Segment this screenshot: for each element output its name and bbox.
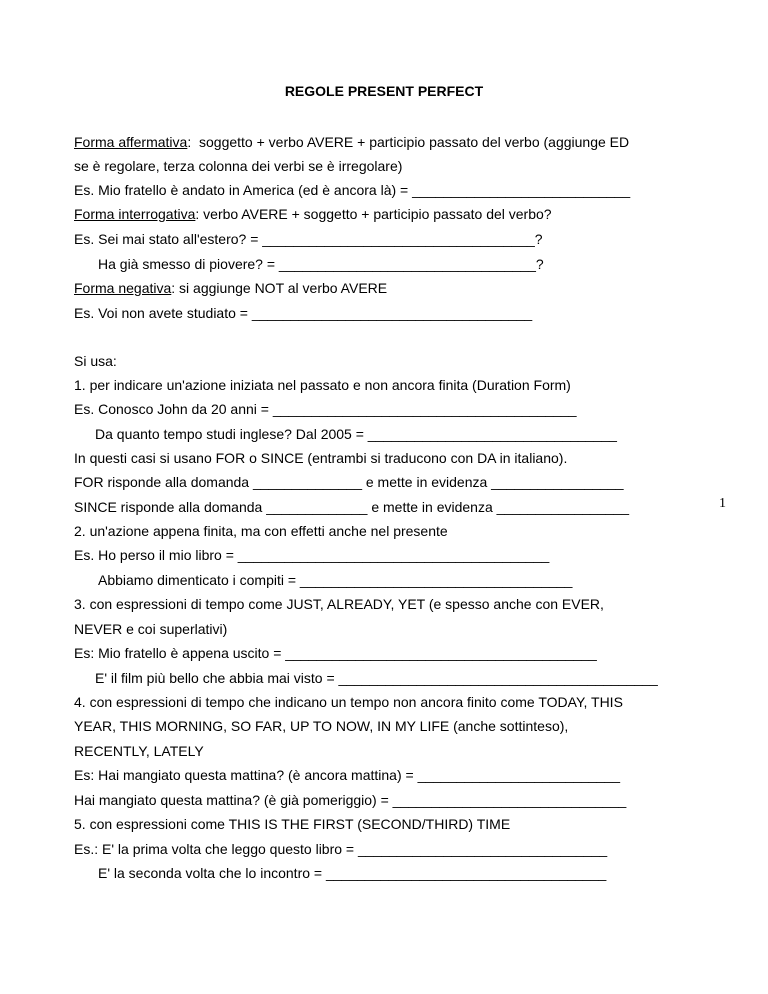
page-title: REGOLE PRESENT PERFECT <box>284 83 484 99</box>
use-4: 4. con espressioni di tempo che indicano un tempo non ancora finito come TODAY, THIS <box>74 694 623 710</box>
use-3-cont: NEVER e coi superlativi) <box>74 621 228 637</box>
use-1: 1. per indicare un'azione iniziata nel passato e non ancora finita (Duration Form) <box>74 377 571 393</box>
interrogative-label: Forma interrogativa <box>74 206 196 222</box>
use-1-example-2: Da quanto tempo studi inglese? Dal 2005 = ________________________________ <box>95 426 617 442</box>
use-4-cont-1: YEAR, THIS MORNING, SO FAR, UP TO NOW, IN MY LIFE (anche sottinteso), <box>74 718 569 734</box>
negative-rule-text: : si aggiunge NOT al verbo AVERE <box>171 280 388 296</box>
use-3-example-2: E' il film più bello che abbia mai visto = _________________________________________ <box>95 670 658 686</box>
uses-heading: Si usa: <box>74 353 117 369</box>
for-since-note: In questi casi si usano FOR o SINCE (entrambi si traducono con DA in italiano). <box>74 450 568 466</box>
for-line: FOR risponde alla domanda ______________ e mette in evidenza _________________ <box>74 474 624 490</box>
negative-rule-line <box>74 279 387 297</box>
interrogative-example-1: Es. Sei mai stato all'estero? = ___________________________________? <box>74 231 543 247</box>
use-3: 3. con espressioni di tempo come JUST, ALREADY, YET (e spesso anche con EVER, <box>74 596 604 612</box>
use-4-cont-2: RECENTLY, LATELY <box>74 743 204 759</box>
use-1-example-1: Es. Conosco John da 20 anni = _______________________________________ <box>74 401 577 417</box>
interrogative-rule-line <box>74 205 552 223</box>
use-5: 5. con espressioni come THIS IS THE FIRST (SECOND/THIRD) TIME <box>74 816 511 832</box>
use-5-example-1: Es.: E' la prima volta che leggo questo libro = ________________________________ <box>74 841 608 857</box>
negative-label: Forma negativa <box>74 280 172 296</box>
use-2-example-2: Abbiamo dimenticato i compiti = ___________________________________ <box>98 572 573 588</box>
affirmative-rule-cont: se è regolare, terza colonna dei verbi se è irregolare) <box>74 158 403 174</box>
affirmative-example: Es. Mio fratello è andato in America (ed è ancora là) = ____________________________ <box>74 182 631 198</box>
page-number: 1 <box>719 496 726 511</box>
since-line: SINCE risponde alla domanda _____________ e mette in evidenza _________________ <box>74 499 629 515</box>
affirmative-label: Forma affermativa <box>74 134 188 150</box>
use-4-example-1: Es: Hai mangiato questa mattina? (è ancora mattina) = __________________________ <box>74 767 621 783</box>
affirmative-rule-text: : soggetto + verbo AVERE + participio passato del verbo (aggiunge ED <box>187 134 630 150</box>
use-2-example-1: Es. Ho perso il mio libro = ________________________________________ <box>74 547 550 563</box>
affirmative-rule-line <box>74 133 629 151</box>
interrogative-rule-text: : verbo AVERE + soggetto + participio passato del verbo? <box>195 206 552 222</box>
use-4-example-2: Hai mangiato questa mattina? (è già pomeriggio) = ______________________________ <box>74 792 627 808</box>
use-2: 2. un'azione appena finita, ma con effetti anche nel presente <box>74 523 448 539</box>
use-5-example-2: E' la seconda volta che lo incontro = ____________________________________ <box>98 865 607 881</box>
negative-example: Es. Voi non avete studiato = ____________________________________ <box>74 305 533 321</box>
interrogative-example-2: Ha già smesso di piovere? = _________________________________? <box>98 256 544 272</box>
use-3-example-1: Es: Mio fratello è appena uscito = ________________________________________ <box>74 645 597 661</box>
